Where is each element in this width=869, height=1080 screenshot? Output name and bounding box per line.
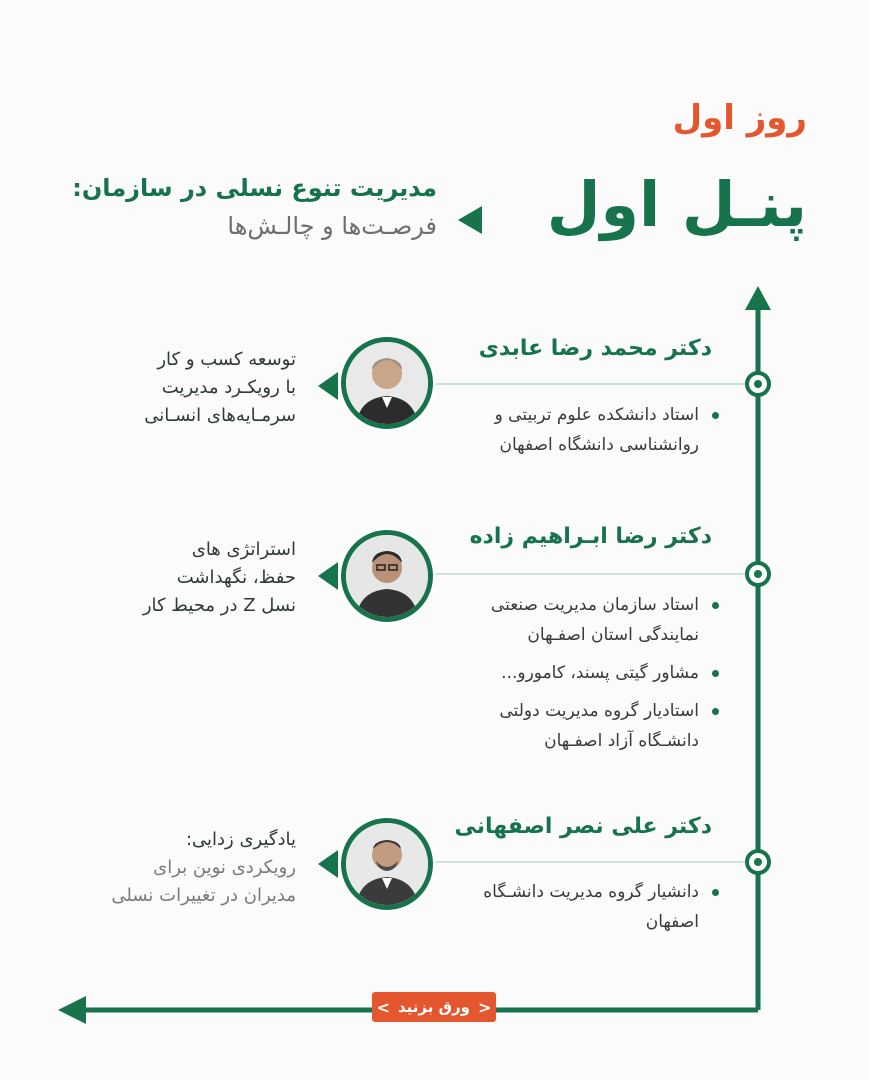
speaker-bullet: استاد دانشکده علوم تربیتی و روانشناسی دانشگاه اصفهان	[454, 400, 719, 460]
pointer-arrow-icon	[318, 850, 338, 878]
speaker-photo	[341, 818, 433, 910]
speaker-name: دکتر رضا ابـراهیم زاده	[469, 524, 712, 549]
timeline-node	[754, 570, 762, 578]
chevron-right-icon: >	[477, 997, 492, 1017]
speaker-bullets	[454, 590, 719, 764]
timeline-node	[754, 858, 762, 866]
speaker-topic	[111, 826, 296, 910]
speaker-bullets	[454, 877, 719, 945]
speaker-photo	[341, 530, 433, 622]
chevron-left-icon: <	[376, 997, 390, 1017]
panel-subtitle-line1: مدیریت تنوع نسلی در سازمان:	[72, 174, 437, 202]
portrait-icon	[346, 535, 428, 617]
topic-line: یادگیری زدایی:	[185, 829, 296, 850]
speaker-topic	[143, 536, 296, 620]
panel-title: پنـل اول	[546, 168, 807, 241]
portrait-icon	[346, 342, 428, 424]
topic-line: حفظ، نگهداشت	[176, 567, 296, 588]
timeline-left-arrow	[58, 996, 86, 1024]
topic-line: سرمـایه‌های انسـانی	[144, 405, 296, 426]
speaker-bullet: استادیار گروه مدیریت دولتی دانشـگاه آزاد اصفـهان	[454, 696, 719, 756]
speaker-name: دکتر علی نصر اصفهانی	[454, 814, 712, 839]
speaker-bullets	[454, 400, 719, 468]
speaker-bullet: دانشیار گروه مدیریت دانشـگاه اصفهان	[454, 877, 719, 937]
swipe-button[interactable]	[372, 992, 496, 1022]
play-arrow-icon	[458, 206, 482, 234]
pointer-arrow-icon	[318, 372, 338, 400]
panel-subtitle-line2: فرصـت‌ها و چالـش‌ها	[227, 212, 437, 240]
swipe-button-label: ورق بزنید	[398, 998, 470, 1016]
speaker-name: دکتر محمد رضا عابدی	[478, 336, 712, 361]
portrait-icon	[346, 823, 428, 905]
speaker-bullet: استاد سازمان مدیریت صنعتی نمایندگی استان اصفـهان	[454, 590, 719, 650]
day-label: روز اول	[672, 98, 807, 138]
topic-line: نسل Z در محیط کار	[142, 595, 296, 616]
timeline-node	[754, 380, 762, 388]
topic-line: توسعه کسب و کار	[157, 349, 296, 370]
topic-line: با رویکـرد مدیریت	[161, 377, 296, 398]
speaker-bullet: مشاور گیتی پسند، کامورو...	[454, 658, 719, 688]
topic-line: رویکردی نوین برای	[153, 857, 296, 878]
timeline-up-arrow	[745, 286, 771, 310]
topic-line: مدیران در تغییرات نسلی	[111, 885, 296, 906]
speaker-photo	[341, 337, 433, 429]
topic-line: استراتژی های	[191, 539, 296, 560]
pointer-arrow-icon	[318, 562, 338, 590]
speaker-topic	[144, 346, 296, 430]
